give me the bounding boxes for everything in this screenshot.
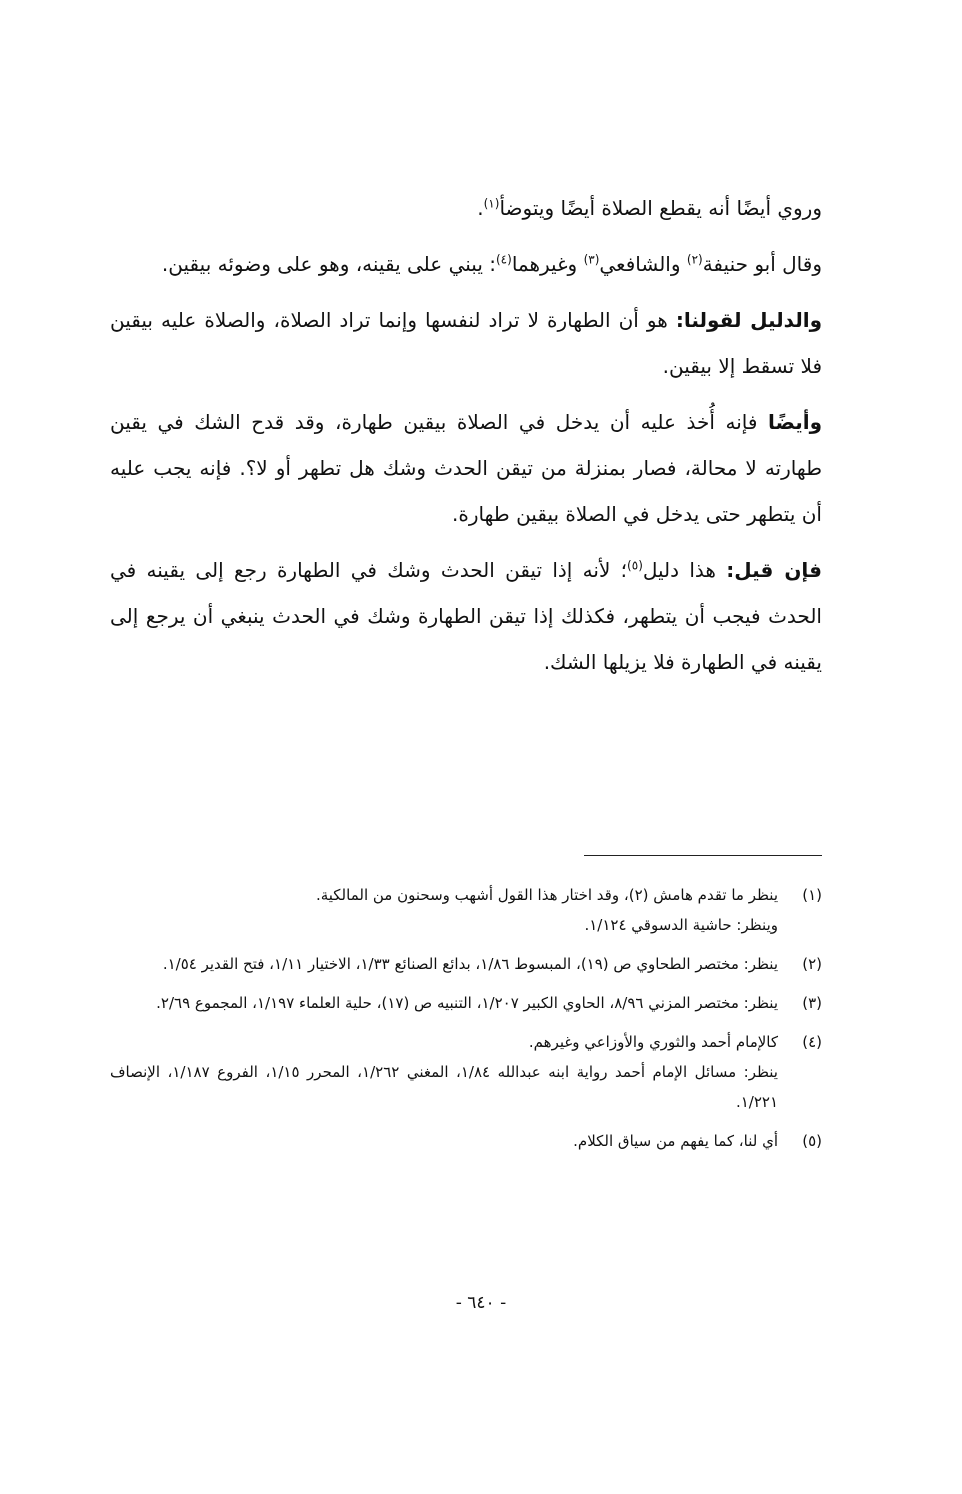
footnote-body (110, 1027, 778, 1117)
footnote-number: (٢) (802, 955, 822, 973)
paragraph-lead: فإن قيل: (726, 558, 823, 582)
footnote-ref[interactable]: (٤) (495, 252, 512, 267)
footnote-line: أي لنا، كما يفهم من سياق الكلام. (573, 1132, 778, 1150)
footnote-line: كالإمام أحمد والثوري والأوزاعي وغيرهم. (528, 1033, 778, 1051)
paragraph-text: وروي أيضًا أنه يقطع الصلاة أيضًا ويتوضأ (499, 196, 822, 220)
footnote-item (110, 949, 822, 979)
paragraph-4 (110, 399, 822, 537)
paragraph-3 (110, 297, 822, 389)
footnote-item (110, 880, 822, 940)
paragraph-5 (110, 547, 822, 685)
footnotes (110, 880, 822, 1165)
footnote-body (110, 880, 778, 940)
footnote-body (110, 988, 778, 1018)
paragraph-text: هذا دليل (642, 558, 727, 582)
main-text (110, 185, 822, 695)
paragraph-1 (110, 185, 822, 231)
paragraph-text: ؛ لأنه إذا تيقن الحدث وشك في الطهارة رجع إلى يقينه في الحدث فيجب أن يتطهر، فكذلك إذا تيقن الطهارة وشك في الحدث ينبغي أن يرجع إلى يقينه في الطهارة فلا يزيلها الشك. (110, 558, 822, 674)
footnote-ref[interactable]: (١) (483, 196, 500, 211)
paragraph-lead: وأيضًا (767, 410, 822, 434)
paragraph-text: . (477, 196, 484, 220)
footnote-body (110, 1126, 778, 1156)
paragraph-text: وقال أبو حنيفة (702, 252, 822, 276)
footnote-body (110, 949, 778, 979)
footnote-line: ينظر: مسائل الإمام أحمد رواية ابنه عبدالله ١/٨٤، المغني ١/٢٦٢، المحرر ١/١٥، الفروع ١/١٨٧، الإنصاف ١/٢٢١. (110, 1063, 778, 1111)
footnote-line: ينظر: مختصر المزني ٨/٩٦، الحاوي الكبير ١/٢٠٧، التنبيه ص (١٧)، حلية العلماء ١/١٩٧، المجموع ٢/٦٩. (156, 994, 778, 1012)
footnote-number: (٣) (802, 994, 822, 1012)
paragraph-text: والشافعي (599, 252, 687, 276)
paragraph-text: فإنه أُخذ عليه أن يدخل في الصلاة بيقين طهارة، وقد قدح الشك في يقين طهارته لا محالة، فصار بمنزلة من تيقن الحدث وشك هل تطهر أو لا؟. فإنه يجب عليه أن يتطهر حتى يدخل في الصلاة بيقين طهارة. (110, 410, 822, 526)
footnote-divider (584, 855, 822, 856)
page-number: - ٦٤٠ - (455, 1293, 507, 1313)
footnote-line: ينظر ما تقدم هامش (٢)، وقد اختار هذا القول أشهب وسحنون من المالكية. (315, 886, 778, 904)
paragraph-text: : يبني على يقينه، وهو على وضوئه بيقين. (161, 252, 496, 276)
footnote-number: (٤) (802, 1033, 822, 1051)
footnote-ref[interactable]: (٥) (627, 558, 643, 573)
footnote-item (110, 1126, 822, 1156)
paragraph-text: وغيرهما (511, 252, 584, 276)
paragraph-text: هو أن الطهارة لا تراد لنفسها وإنما تراد الصلاة، والصلاة عليه بيقين فلا تسقط إلا بيقين. (110, 308, 822, 378)
footnote-item (110, 988, 822, 1018)
paragraph-lead: والدليل لقولنا: (675, 308, 823, 332)
paragraph-2 (110, 241, 822, 287)
footnote-ref[interactable]: (٣) (583, 252, 600, 267)
footnote-number: (٥) (802, 1132, 822, 1150)
footnote-number: (١) (802, 886, 822, 904)
footnote-line: وينظر: حاشية الدسوقي ١/١٢٤. (584, 916, 778, 934)
footnote-ref[interactable]: (٢) (686, 252, 703, 267)
footnote-item (110, 1027, 822, 1117)
footnote-line: ينظر: مختصر الطحاوي ص (١٩)، المبسوط ١/٨٦، بدائع الصنائع ١/٣٣، الاختيار ١/١١، فتح القدير ١/٥٤. (162, 955, 778, 973)
